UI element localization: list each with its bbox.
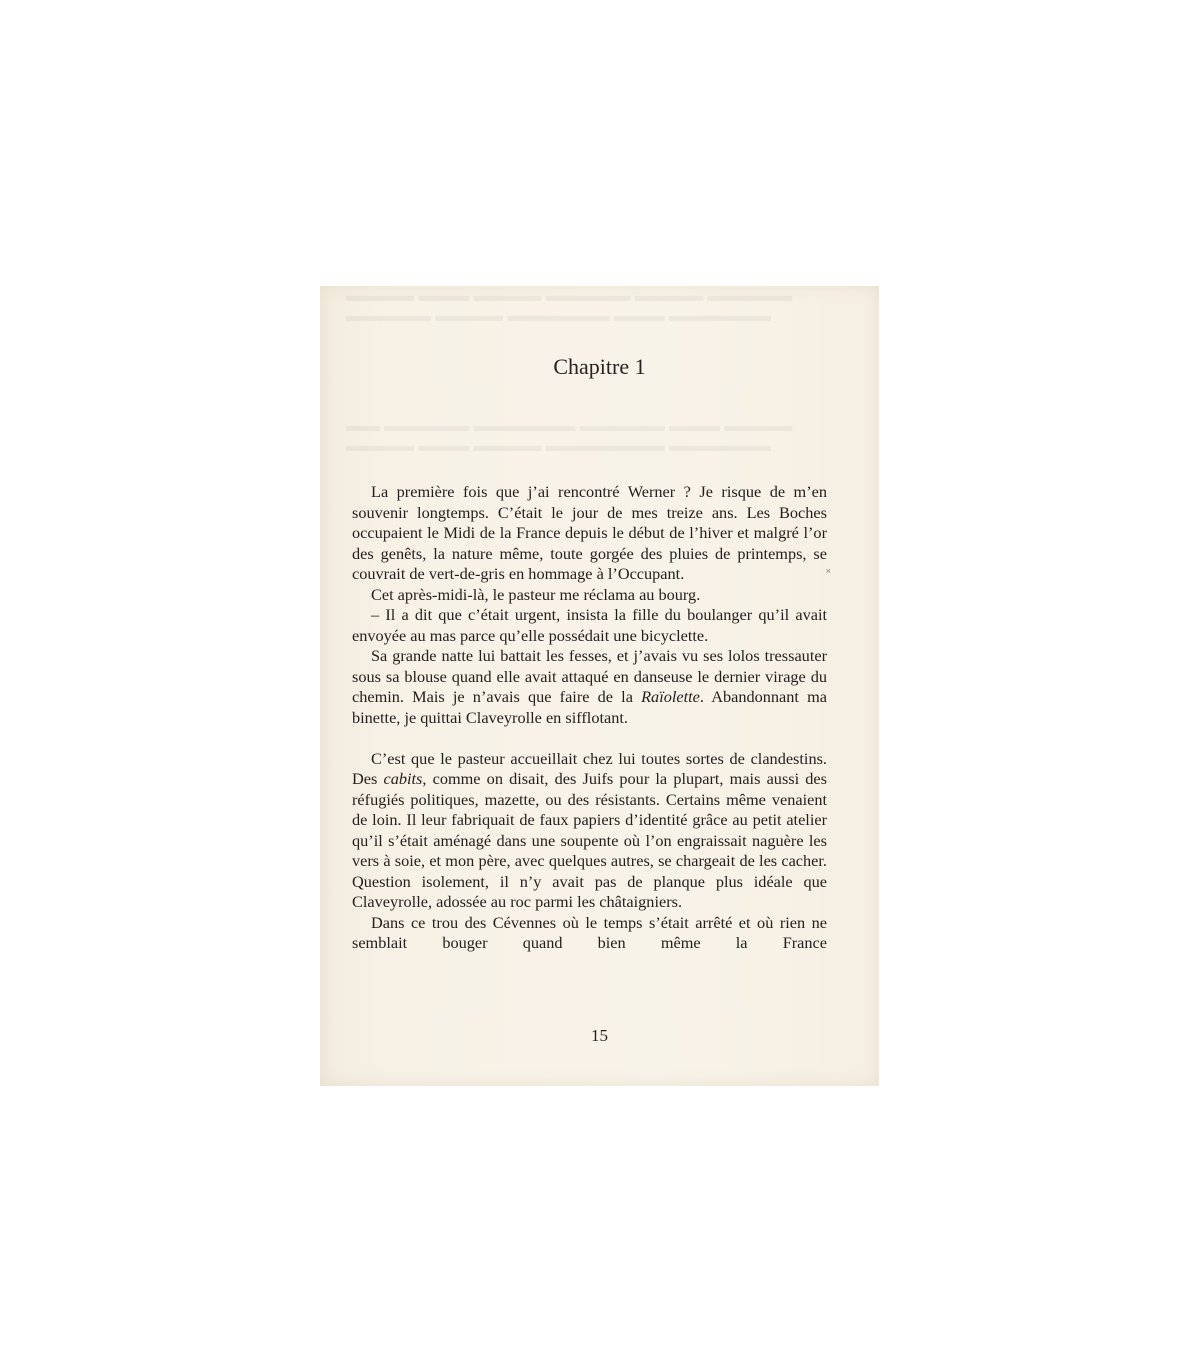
paragraph-text: , comme on disait, des Juifs pour la plupart, mais aussi des réfugiés politiques, mazette, ou des résistants. Certains même venaient de loin. Il leur fabriquait de faux papiers d’identité grâce au petit atelier qu’il s’était aménagé dans une soupente où l’on engraissait naguère les vers à soie, et mon père, avec quelques autres, se chargeait de les cacher. Question isolement, il n’y avait pas de planque plus idéale que Claveyrolle, adossée au roc parmi les châtaigniers. bbox=[352, 769, 827, 911]
paragraph-text: . Abandonnant ma binette, je quittai Claveyrolle en sifflotant. bbox=[352, 687, 828, 727]
bleed-through-text: ▬▬▬▬ ▬▬▬ ▬▬▬▬ ▬▬▬▬▬ ▬▬▬▬ ▬▬▬▬▬ bbox=[346, 286, 793, 305]
page-number: 15 bbox=[591, 1026, 608, 1045]
italic-text: Raïolette bbox=[641, 687, 700, 706]
bleed-through-text: ▬▬ ▬▬▬▬▬ ▬▬▬▬▬▬ ▬▬▬▬▬ ▬▬▬ ▬▬▬▬ bbox=[346, 416, 793, 435]
bleed-through-text: ▬▬▬▬▬ ▬▬▬▬ ▬▬▬▬▬▬ ▬▬▬ ▬▬▬▬▬▬ bbox=[346, 306, 771, 325]
chapter-title: Chapitre 1 bbox=[553, 354, 646, 379]
body-paragraph bbox=[352, 913, 827, 954]
chapter-body-text bbox=[352, 482, 827, 954]
paragraph-text: C’est que le pasteur accueillait chez lui toutes sortes de clandestins. Des bbox=[352, 748, 827, 788]
paragraph-text: – Il a dit que c’était urgent, insista la fille du boulanger qu’il avait envoyée au mas parce qu’elle possédait une bicyclette. bbox=[352, 605, 827, 645]
paragraph-text: Sa grande natte lui battait les fesses, et j’avais vu ses lolos tressauter sous sa blouse quand elle avait attaqué en danseuse le dernier virage du chemin. Mais je n’avais que faire de la bbox=[352, 646, 827, 706]
body-paragraph bbox=[352, 482, 827, 585]
paragraph-text: La première fois que j’ai rencontré Werner ? Je risque de m’en souvenir longtemps. C’était le jour de mes treize ans. Les Boches occupaient le Midi de la France depuis le début de l’hiver et malgré l’or des genêts, la nature même, toute gorgée des pluies de printemps, se couvrait de vert-de-gris en hommage à l’Occupant. bbox=[352, 482, 827, 583]
italic-text: cabits bbox=[383, 769, 423, 788]
bleed-through-text: ▬▬▬▬ ▬▬▬ ▬▬▬▬ ▬▬▬▬▬▬▬ ▬▬▬▬▬▬ bbox=[346, 436, 771, 455]
paragraph-text: Cet après-midi-là, le pasteur me réclama au bourg. bbox=[371, 584, 701, 604]
body-paragraph bbox=[352, 749, 827, 913]
scan-speck: ˟ bbox=[826, 566, 831, 580]
body-paragraph bbox=[352, 605, 827, 646]
body-paragraph bbox=[352, 585, 827, 606]
book-page bbox=[320, 286, 879, 1086]
body-paragraph bbox=[352, 646, 827, 728]
paragraph-text: Dans ce trou des Cévennes où le temps s’était arrêté et où rien ne semblait bouger quand bien même la France bbox=[352, 912, 827, 952]
